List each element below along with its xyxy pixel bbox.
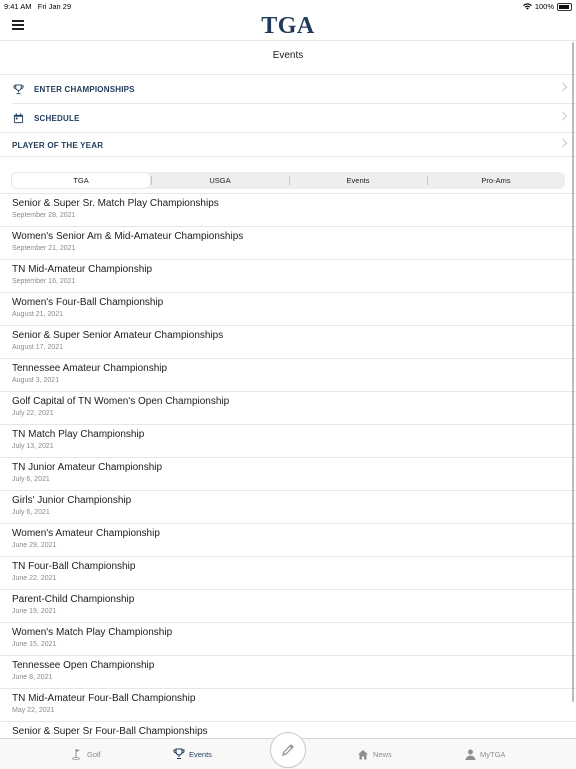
event-date: September 28, 2021	[12, 212, 76, 219]
battery-percent: 100%	[534, 2, 554, 11]
event-name: Women's Match Play Championship	[12, 627, 173, 638]
list-item[interactable]	[0, 557, 576, 590]
event-name: Tennessee Amateur Championship	[12, 363, 168, 374]
event-date: June 15, 2021	[12, 641, 57, 648]
event-name: Golf Capital of TN Women's Open Championship	[12, 396, 230, 407]
list-item[interactable]	[0, 326, 576, 359]
chevron-right-icon	[559, 139, 567, 147]
calendar-icon	[12, 113, 24, 125]
chevron-right-icon	[559, 112, 567, 120]
status-date: Fri Jan 29	[37, 2, 72, 11]
event-date: September 16, 2021	[12, 278, 76, 285]
tabbar-news-label: News	[373, 749, 392, 759]
event-name: Parent-Child Championship	[12, 594, 135, 605]
wifi-icon	[523, 3, 532, 10]
event-date: June 29, 2021	[12, 542, 57, 549]
list-item[interactable]	[0, 491, 576, 524]
event-name: TN Four-Ball Championship	[12, 561, 136, 572]
house-icon	[357, 749, 369, 760]
page-title: Events	[0, 41, 576, 75]
event-name: Tennessee Open Championship	[12, 660, 155, 671]
event-date: June 19, 2021	[12, 608, 57, 615]
tab-usga[interactable]: USGA	[151, 172, 289, 189]
segmented-control	[11, 172, 565, 189]
schedule-label: SCHEDULE	[34, 114, 80, 123]
enter-championships-label: ENTER CHAMPIONSHIPS	[34, 85, 135, 94]
event-name: Women's Amateur Championship	[12, 528, 160, 539]
event-name: TN Mid-Amateur Four-Ball Championship	[12, 693, 196, 704]
list-item[interactable]	[0, 623, 576, 656]
event-name: Senior & Super Sr. Match Play Championships	[12, 198, 219, 209]
tabbar-events[interactable]	[173, 739, 212, 769]
golf-flag-icon	[72, 748, 83, 760]
list-item[interactable]	[0, 458, 576, 491]
trophy-icon	[173, 748, 185, 760]
app-header	[0, 12, 576, 41]
tga-logo: TGA	[261, 13, 315, 39]
list-item[interactable]	[0, 293, 576, 326]
edit-pencil-button[interactable]	[270, 732, 306, 768]
event-name: Women's Senior Am & Mid-Amateur Championships	[12, 231, 244, 242]
list-item[interactable]	[0, 260, 576, 293]
tabbar-mytga[interactable]	[465, 739, 505, 769]
list-item[interactable]	[0, 194, 576, 227]
pencil-icon	[280, 742, 296, 758]
tabbar-news[interactable]	[357, 739, 392, 769]
list-item[interactable]	[0, 227, 576, 260]
tabbar-mytga-label: MyTGA	[480, 749, 506, 759]
person-icon	[465, 749, 476, 760]
event-date: September 21, 2021	[12, 245, 76, 252]
schedule-row[interactable]	[0, 104, 576, 133]
tabbar-golf[interactable]	[72, 739, 101, 769]
enter-championships-row[interactable]	[0, 75, 576, 104]
event-name: Senior & Super Sr Four-Ball Championships	[12, 726, 208, 737]
event-name: TN Match Play Championship	[12, 429, 145, 440]
player-of-the-year-label: PLAYER OF THE YEAR	[12, 141, 104, 150]
status-time-date	[4, 2, 71, 11]
tab-pro-ams[interactable]: Pro-Ams	[427, 172, 565, 189]
list-item[interactable]	[0, 425, 576, 458]
event-name: Women's Four-Ball Championship	[12, 297, 164, 308]
event-date: July 6, 2021	[12, 509, 50, 516]
status-right	[523, 2, 572, 11]
event-date: July 22, 2021	[12, 410, 54, 417]
event-name: Senior & Super Senior Amateur Championships	[12, 330, 224, 341]
event-name: TN Mid-Amateur Championship	[12, 264, 153, 275]
tabbar-events-label: Events	[189, 749, 212, 759]
event-date: July 6, 2021	[12, 476, 50, 483]
events-list	[0, 194, 576, 738]
tabbar-golf-label: Golf	[87, 749, 101, 759]
event-date: August 21, 2021	[12, 311, 63, 318]
divider	[0, 156, 576, 157]
event-date: May 22, 2021	[12, 707, 55, 714]
event-date: June 22, 2021	[12, 575, 57, 582]
list-item[interactable]	[0, 524, 576, 557]
status-bar	[0, 0, 576, 12]
list-item[interactable]	[0, 392, 576, 425]
event-date: August 3, 2021	[12, 377, 60, 384]
trophy-icon	[12, 84, 24, 96]
status-time: 9:41 AM	[4, 2, 32, 11]
scrollbar[interactable]	[572, 42, 574, 702]
chevron-right-icon	[559, 83, 567, 91]
event-name: TN Junior Amateur Championship	[12, 462, 163, 473]
list-item[interactable]	[0, 689, 576, 722]
list-item[interactable]	[0, 656, 576, 689]
event-date: June 8, 2021	[12, 674, 53, 681]
event-date: July 13, 2021	[12, 443, 54, 450]
battery-icon	[557, 3, 572, 11]
list-item[interactable]	[0, 359, 576, 392]
event-name: Girls' Junior Championship	[12, 495, 132, 506]
tab-tga[interactable]: TGA	[12, 173, 150, 188]
list-item[interactable]	[0, 590, 576, 623]
tab-events[interactable]: Events	[289, 172, 427, 189]
event-date: August 17, 2021	[12, 344, 63, 351]
